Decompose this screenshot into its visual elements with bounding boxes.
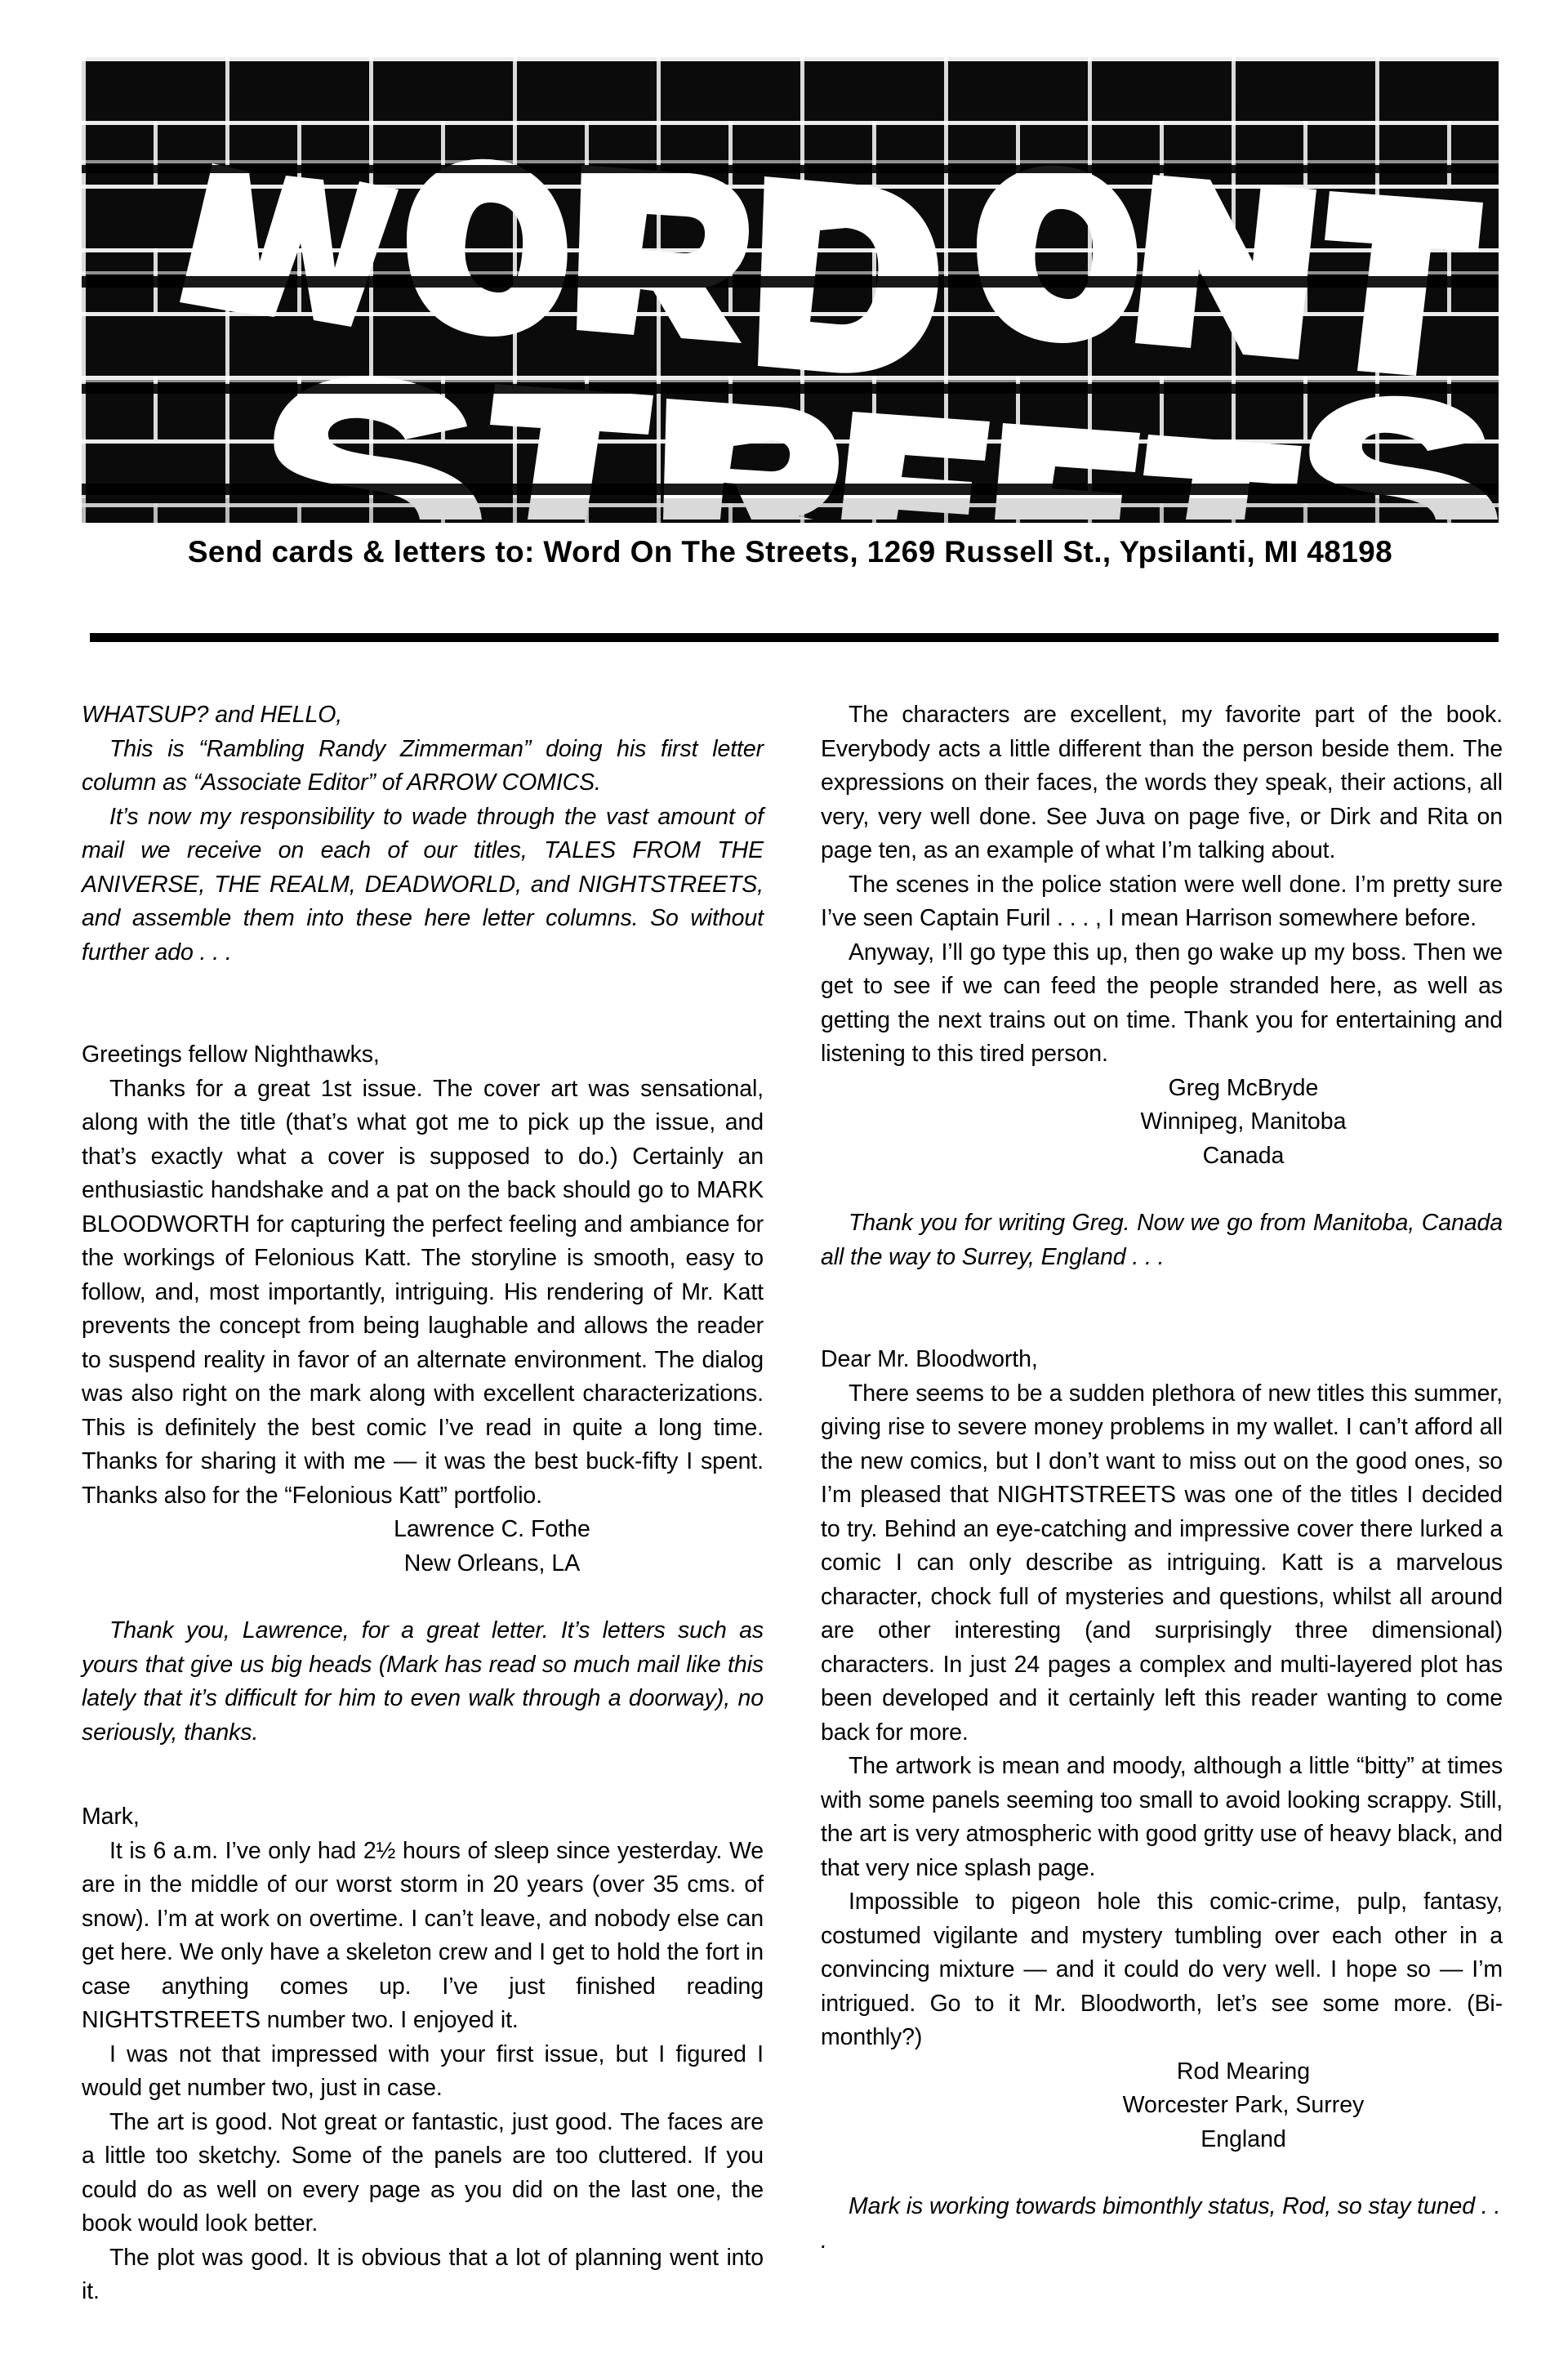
intro-greeting: WHATSUP? and HELLO,	[82, 702, 343, 728]
letters-column-container	[82, 698, 1503, 2309]
spacer	[82, 970, 764, 1038]
letter2-signature-name: Greg McBryde	[1168, 1074, 1319, 1101]
spacer	[82, 1750, 764, 1800]
letter1-signature-name: Lawrence C. Fothe	[394, 1516, 590, 1542]
mailing-address-line: Send cards & letters to: Word On The Streets, 1269 Russell St., Ypsilanti, MI 48198	[187, 535, 1393, 569]
letter2-paragraph-1: It is 6 a.m. I’ve only had 2½ hours of sleep since yesterday. We are in the middle of our worst storm in 20 years (over 35 cms. of snow). I’m at work on overtime. I can’t leave, and nobody else can get here. We only have a skeleton crew and I get to hold the fort in case anything comes up. I’ve just finished reading NIGHTSTREETS number two. I enjoyed it.	[82, 1837, 764, 2033]
masthead-logo-banner	[82, 57, 1499, 523]
letter2-paragraph-4: The plot was good. It is obvious that a lot of planning went into it.	[82, 2244, 764, 2304]
letter2-cont-paragraph-3: Anyway, I’ll go type this up, then go wake up my boss. Then we get to see if we can feed the people stranded here, as well as getting the next trains out on time. Thank you for entertaining and listening to this tired person.	[821, 939, 1503, 1067]
letter2-signature-country: Canada	[1202, 1142, 1285, 1169]
letter3-signature-name: Rod Mearing	[1176, 2058, 1311, 2085]
right-column	[821, 698, 1503, 2309]
spacer	[82, 1581, 764, 1614]
letter3-paragraph-1: There seems to be a sudden plethora of new titles this summer, giving rise to severe money problems in my wallet. I can’t afford all the new comics, but I don’t want to miss out on the good ones, so I’m pleased that NIGHTSTREETS was one of the titles I decided to try. Behind an eye-catching and impressive cover there lurked a comic I can only describe as intriguing. Katt is a marvelous character, chock full of mysteries and questions, whilst all around are other interesting (and surprisingly three dimensional) characters. In just 24 pages a complex and multi-layered plot has been developed and it certainly left this reader wanting to come back for more.	[821, 1380, 1503, 1746]
letter3-editor-reply: Mark is working towards bimonthly status, Rod, so stay tuned . . .	[821, 2193, 1501, 2254]
spacer	[821, 2156, 1503, 2190]
spacer	[821, 1274, 1503, 1343]
letter3-signature-location: Worcester Park, Surrey	[1122, 2092, 1365, 2118]
letter1-paragraph-1: Thanks for a great 1st issue. The cover art was sensational, along with the title (that’s what got me to pick up the issue, and that’s exactly what a cover is supposed to do.) Certainly an enthusiastic handshake and a pat on the back should go to MARK BLOODWORTH for capturing the perfect feeling and ambiance for the workings of Felonious Katt. The storyline is smooth, easy to follow, and, most importantly, intriguing. His rendering of Mr. Katt prevents the concept from being laughable and allows the reader to suspend reality in favor of an alternate environment. The dialog was also right on the mark along with excellent characterizations. This is definitely the best comic I’ve read in quite a long time. Thanks for sharing it with me — it was the best buck-fifty I spent. Thanks also for the “Felonious Katt” portfolio.	[82, 1075, 764, 1509]
letter2-cont-paragraph-2: The scenes in the police station were well done. I’m pretty sure I’ve seen Captain Furil . . . , I mean Harrison somewhere before.	[821, 871, 1503, 931]
letter2-paragraph-2: I was not that impressed with your first issue, but I figured I would get number two, just in case.	[82, 2040, 764, 2101]
letter1-salutation: Greetings fellow Nighthawks,	[82, 1041, 380, 1068]
spacer	[821, 1173, 1503, 1206]
letter2-salutation: Mark,	[82, 1804, 140, 1830]
letter2-cont-paragraph-1: The characters are excellent, my favorite part of the book. Everybody acts a little different than the person beside them. The expressions on their faces, the words they speak, their actions, all very, very well done. See Juva on page five, or Dirk and Rita on page ten, as an example of what I’m talking about.	[821, 702, 1503, 863]
intro-paragraph-2: It’s now my responsibility to wade through the vast amount of mail we receive on each of our titles, TALES FROM THE ANIVERSE, THE REALM, DEADWORLD, and NIGHTSTREETS, and assemble them into these here letter columns. So without further ado . . .	[82, 803, 764, 966]
graffiti-logo-icon	[82, 57, 1499, 523]
letter3-paragraph-3: Impossible to pigeon hole this comic-crime, pulp, fantasy, costumed vigilante and mystery tumbling over each other in a convincing mixture — and it could do very well. I hope so — I’m intrigued. Go to it Mr. Bloodworth, let’s see some more. (Bi-monthly?)	[821, 1889, 1503, 2050]
left-column	[82, 698, 764, 2309]
intro-paragraph-1: This is “Rambling Randy Zimmerman” doing his first letter column as “Associate Editor” of ARROW COMICS.	[82, 735, 764, 796]
letter2-editor-reply: Thank you for writing Greg. Now we go from Manitoba, Canada all the way to Surrey, England . . .	[821, 1210, 1503, 1270]
horizontal-rule-divider	[90, 633, 1499, 642]
letter1-signature-location: New Orleans, LA	[403, 1550, 581, 1576]
letter2-paragraph-3: The art is good. Not great or fantastic, just good. The faces are a little too sketchy. Some of the panels are too cluttered. If you could do as well on every page as you did on the last one, the book would look better.	[82, 2108, 764, 2237]
letter2-signature-location: Winnipeg, Manitoba	[1140, 1108, 1347, 1135]
letter3-paragraph-2: The artwork is mean and moody, although a little “bitty” at times with some panels seeming too small to avoid looking scrappy. Still, the art is very atmospheric with good gritty use of heavy black, and that very nice splash page.	[821, 1753, 1503, 1881]
letter3-signature-country: England	[1200, 2125, 1286, 2152]
letter3-salutation: Dear Mr. Bloodworth,	[821, 1346, 1038, 1372]
letter1-editor-reply: Thank you, Lawrence, for a great letter. It’s letters such as yours that give us big heads (Mark has read so much mail like this lately that it’s difficult for him to even walk through a doorway), no seriously, thanks.	[82, 1617, 764, 1746]
